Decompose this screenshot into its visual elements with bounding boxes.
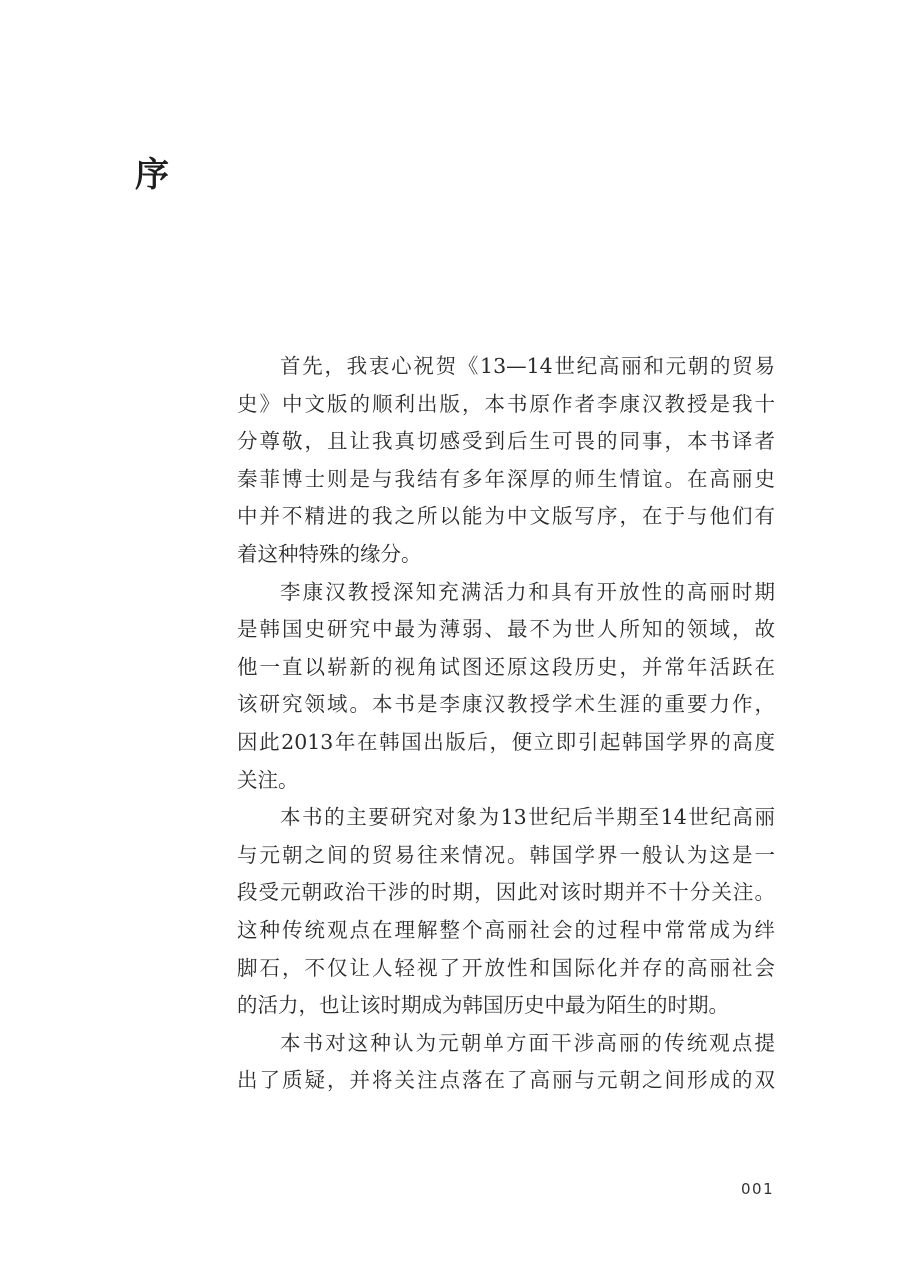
paragraph	[237, 799, 775, 1025]
text-line: 分尊敬，且让我真切感受到后生可畏的同事，本书译者	[237, 429, 775, 454]
text-line: 史》中文版的顺利出版，本书原作者李康汉教授是我十	[237, 391, 775, 416]
chapter-title: 序	[135, 155, 169, 195]
text-line: 李康汉教授深知充满活力和具有开放性的高丽时期	[280, 579, 775, 604]
text-line: 秦菲博士则是与我结有多年深厚的师生情谊。在高丽史	[237, 466, 775, 491]
text-line: 这种传统观点在理解整个高丽社会的过程中常常成为绊	[237, 917, 775, 942]
text-line: 出了质疑，并将关注点落在了高丽与元朝之间形成的双	[237, 1068, 775, 1093]
text-line: 段受元朝政治干涉的时期，因此对该时期并不十分关注。	[237, 880, 775, 905]
text-line: 是韩国史研究中最为薄弱、最不为世人所知的领域，故	[237, 617, 775, 642]
text-line: 该研究领域。本书是李康汉教授学术生涯的重要力作，	[237, 692, 775, 717]
paragraph	[237, 348, 775, 574]
text-line: 因此2013年在韩国出版后，便立即引起韩国学界的高度	[237, 729, 775, 754]
text-line: 与元朝之间的贸易往来情况。韩国学界一般认为这是一	[237, 842, 775, 867]
text-line: 脚石，不仅让人轻视了开放性和国际化并存的高丽社会	[237, 955, 775, 980]
text-line: 首先，我衷心祝贺《13—14世纪高丽和元朝的贸易	[280, 354, 775, 378]
text-line: 本书的主要研究对象为13世纪后半期至14世纪高丽	[280, 805, 775, 830]
text-line: 的活力，也让该时期成为韩国历史中最为陌生的时期。	[237, 993, 729, 1018]
text-line: 本书对这种认为元朝单方面干涉高丽的传统观点提	[280, 1030, 775, 1055]
paragraph	[237, 574, 775, 800]
text-line: 着这种特殊的缘分。	[237, 541, 422, 566]
page-number: 001	[741, 1180, 775, 1198]
paragraph	[237, 1025, 775, 1100]
text-line: 中并不精进的我之所以能为中文版写序，在于与他们有	[237, 504, 775, 529]
body-text	[237, 348, 775, 1100]
text-line: 关注。	[237, 767, 299, 792]
text-line: 他一直以崭新的视角试图还原这段历史，并常年活跃在	[237, 654, 775, 679]
